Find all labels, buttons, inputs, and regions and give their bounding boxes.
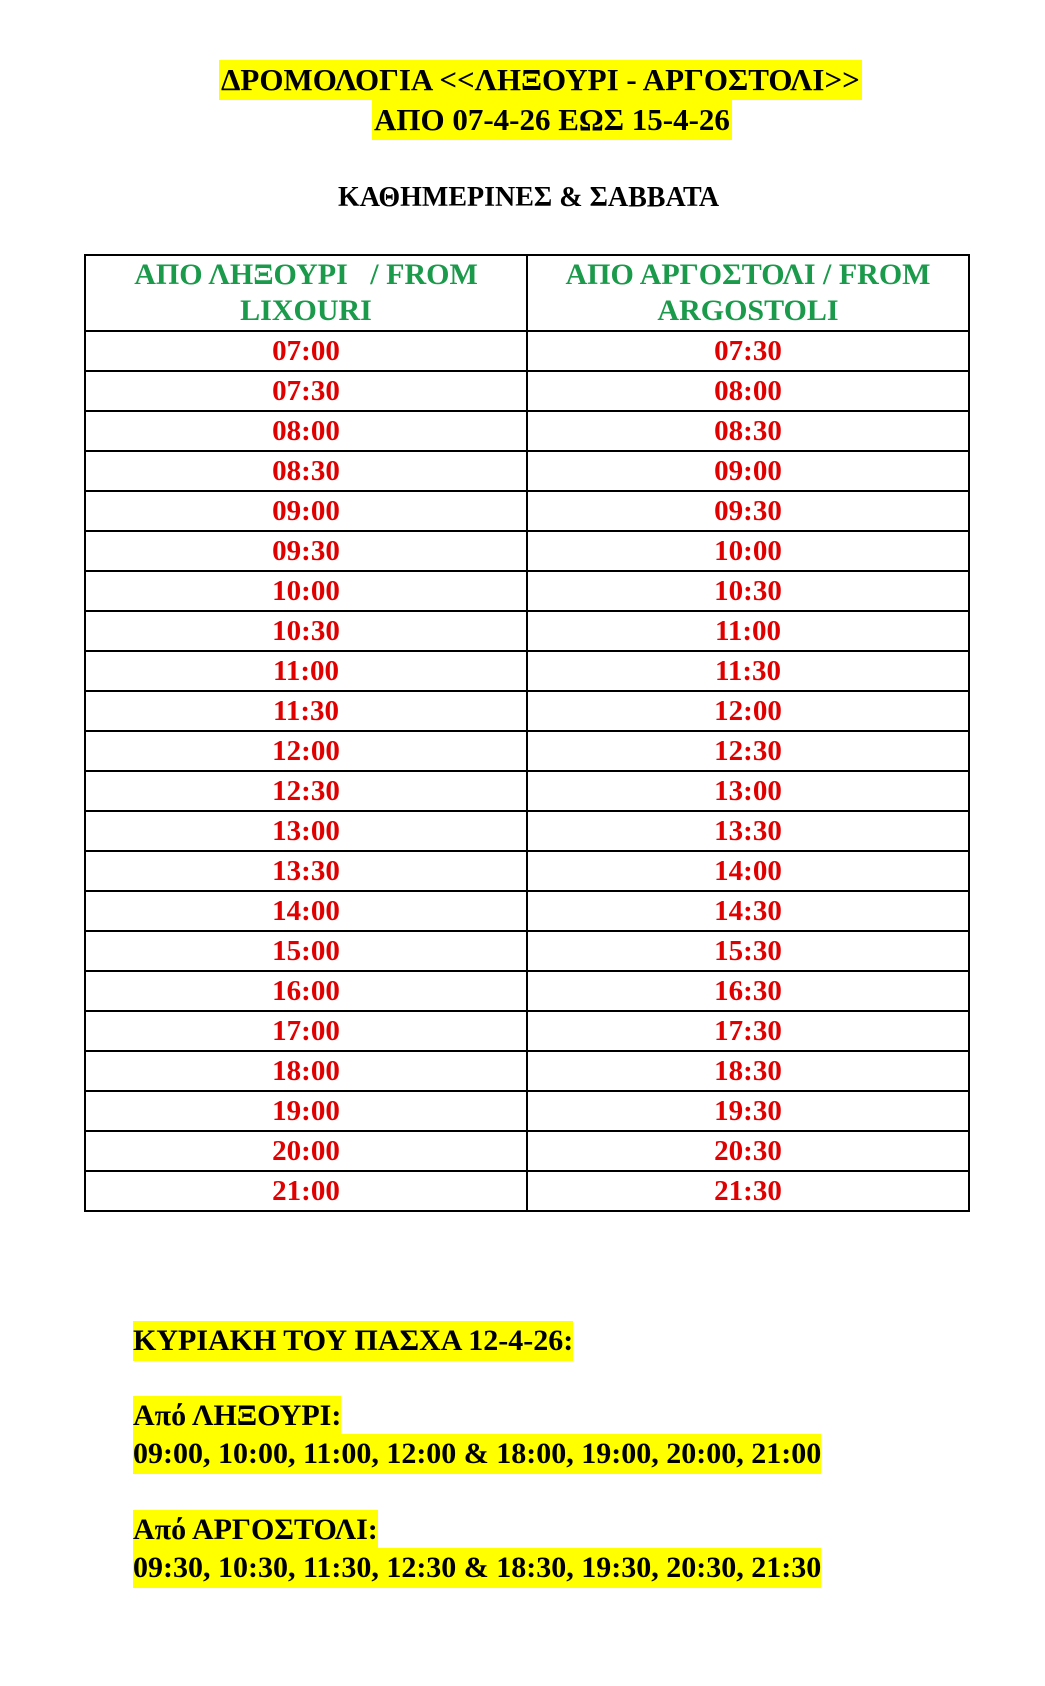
table-row	[85, 731, 969, 771]
departure-time-from-argostoli: 10:00	[527, 531, 969, 571]
table-row	[85, 1011, 969, 1051]
table-row	[85, 1131, 969, 1171]
departure-time-from-lixouri: 19:00	[85, 1091, 527, 1131]
departure-time-from-argostoli: 08:30	[527, 411, 969, 451]
column-header-line: ΑΠΟ ΑΡΓΟΣΤΟΛΙ / FROM	[565, 258, 931, 291]
column-header-line: ARGOSTOLI	[657, 294, 839, 327]
departure-time-from-argostoli: 10:30	[527, 571, 969, 611]
departure-time-from-argostoli: 09:30	[527, 491, 969, 531]
table-header-row	[85, 255, 969, 331]
departure-time-from-argostoli: 19:30	[527, 1091, 969, 1131]
easter-from-argostoli-times: 09:30, 10:30, 11:30, 12:30 & 18:30, 19:30, 20:30, 21:30	[133, 1548, 821, 1588]
schedule-subtitle: ΚΑΘΗΜΕΡΙΝΕΣ & ΣΑΒΒΑΤΑ	[338, 182, 720, 213]
table-row	[85, 891, 969, 931]
easter-from-argostoli-label: Από ΑΡΓΟΣΤΟΛΙ:	[133, 1510, 378, 1550]
table-row	[85, 491, 969, 531]
departure-time-from-argostoli: 16:30	[527, 971, 969, 1011]
departure-time-from-argostoli: 15:30	[527, 931, 969, 971]
departure-time-from-lixouri: 16:00	[85, 971, 527, 1011]
departure-time-from-argostoli: 13:30	[527, 811, 969, 851]
departure-time-from-argostoli: 17:30	[527, 1011, 969, 1051]
table-row	[85, 811, 969, 851]
departure-time-from-argostoli: 11:30	[527, 651, 969, 691]
easter-sunday-title: ΚΥΡΙΑΚΗ ΤΟΥ ΠΑΣΧΑ 12-4-26:	[133, 1321, 573, 1361]
page-title-line-1: ΔΡΟΜΟΛΟΓΙΑ <<ΛΗΞΟΥΡΙ - ΑΡΓΟΣΤΟΛΙ>>	[219, 60, 862, 100]
table-row	[85, 1091, 969, 1131]
table-row	[85, 451, 969, 491]
departure-time-from-lixouri: 07:30	[85, 371, 527, 411]
departure-time-from-lixouri: 09:30	[85, 531, 527, 571]
departure-time-from-lixouri: 12:30	[85, 771, 527, 811]
departure-time-from-argostoli: 21:30	[527, 1171, 969, 1211]
page-title-line-2: ΑΠΟ 07-4-26 ΕΩΣ 15-4-26	[372, 100, 732, 140]
departure-time-from-argostoli: 09:00	[527, 451, 969, 491]
departure-time-from-argostoli: 12:30	[527, 731, 969, 771]
table-row	[85, 371, 969, 411]
table-row	[85, 1051, 969, 1091]
departure-time-from-argostoli: 18:30	[527, 1051, 969, 1091]
departure-time-from-argostoli: 14:00	[527, 851, 969, 891]
departure-time-from-lixouri: 09:00	[85, 491, 527, 531]
schedule-table-body	[85, 331, 969, 1211]
departure-time-from-argostoli: 07:30	[527, 331, 969, 371]
table-row	[85, 531, 969, 571]
departure-time-from-argostoli: 14:30	[527, 891, 969, 931]
departure-time-from-argostoli: 11:00	[527, 611, 969, 651]
departure-time-from-lixouri: 08:00	[85, 411, 527, 451]
column-header-from-lixouri	[85, 255, 527, 331]
table-row	[85, 651, 969, 691]
table-row	[85, 931, 969, 971]
departure-time-from-argostoli: 20:30	[527, 1131, 969, 1171]
departure-time-from-lixouri: 10:30	[85, 611, 527, 651]
departure-time-from-lixouri: 12:00	[85, 731, 527, 771]
departure-time-from-argostoli: 08:00	[527, 371, 969, 411]
table-row	[85, 611, 969, 651]
easter-from-lixouri-label: Από ΛΗΞΟΥΡΙ:	[133, 1396, 341, 1436]
table-row	[85, 971, 969, 1011]
departure-time-from-lixouri: 08:30	[85, 451, 527, 491]
table-row	[85, 851, 969, 891]
column-header-line: ΑΠΟ ΛΗΞΟΥΡΙ / FROM	[134, 258, 478, 291]
column-header-from-argostoli	[527, 255, 969, 331]
departure-time-from-lixouri: 11:30	[85, 691, 527, 731]
departure-time-from-lixouri: 13:30	[85, 851, 527, 891]
table-row	[85, 771, 969, 811]
departure-time-from-lixouri: 20:00	[85, 1131, 527, 1171]
departure-time-from-lixouri: 18:00	[85, 1051, 527, 1091]
schedule-table	[84, 254, 970, 1212]
departure-time-from-lixouri: 11:00	[85, 651, 527, 691]
departure-time-from-lixouri: 21:00	[85, 1171, 527, 1211]
table-row	[85, 331, 969, 371]
table-row	[85, 1171, 969, 1211]
departure-time-from-lixouri: 17:00	[85, 1011, 527, 1051]
column-header-line: LIXOURI	[240, 294, 372, 327]
departure-time-from-lixouri: 15:00	[85, 931, 527, 971]
easter-from-lixouri-times: 09:00, 10:00, 11:00, 12:00 & 18:00, 19:00, 20:00, 21:00	[133, 1434, 821, 1474]
departure-time-from-argostoli: 12:00	[527, 691, 969, 731]
departure-time-from-lixouri: 07:00	[85, 331, 527, 371]
departure-time-from-lixouri: 10:00	[85, 571, 527, 611]
departure-time-from-lixouri: 14:00	[85, 891, 527, 931]
departure-time-from-argostoli: 13:00	[527, 771, 969, 811]
table-row	[85, 691, 969, 731]
table-row	[85, 411, 969, 451]
table-row	[85, 571, 969, 611]
departure-time-from-lixouri: 13:00	[85, 811, 527, 851]
